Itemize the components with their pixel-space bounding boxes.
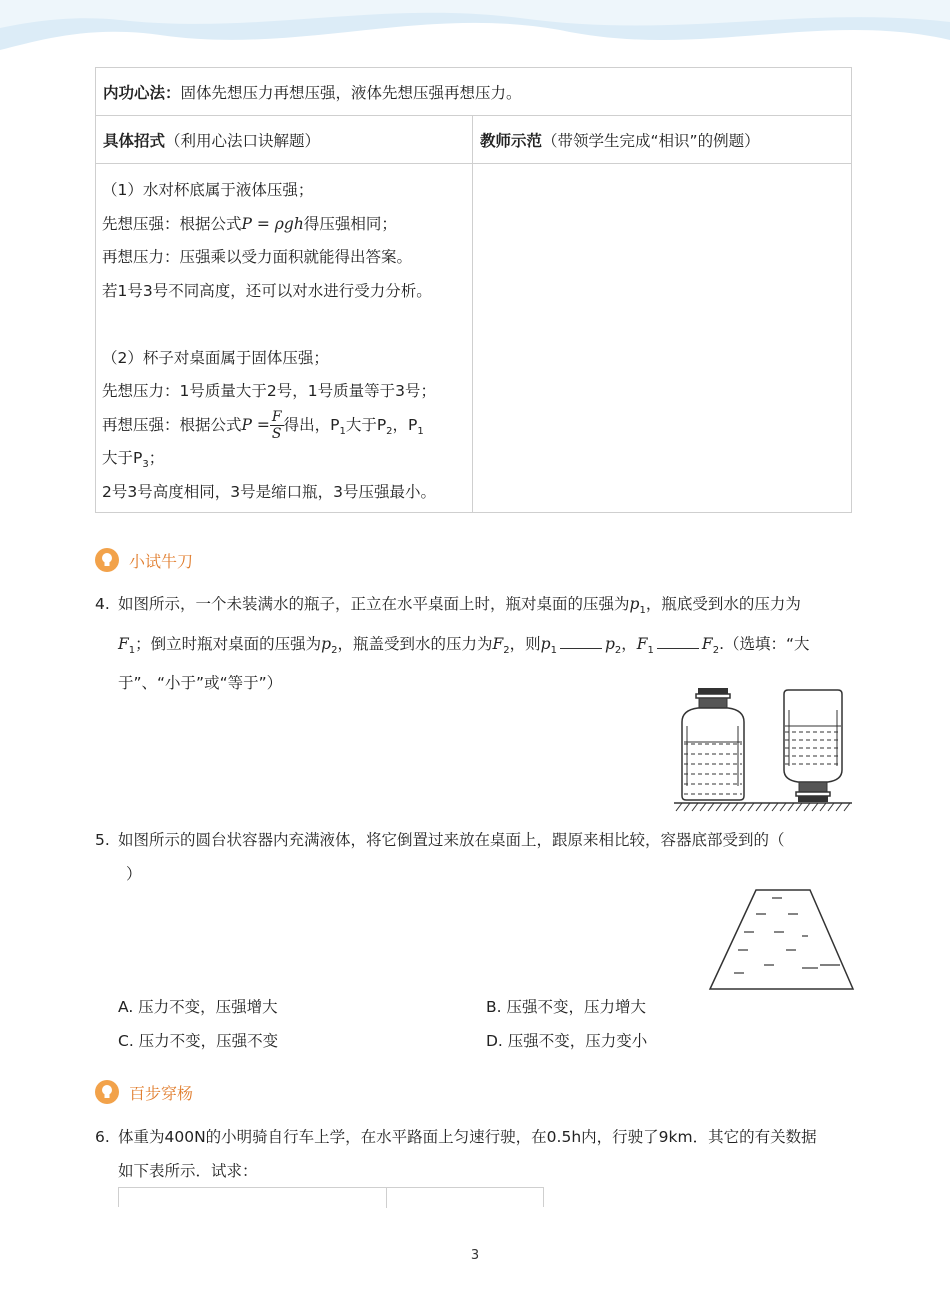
- method-table: [95, 67, 852, 513]
- header-left: 具体招式 （利用心法口诀解题）: [96, 116, 473, 163]
- page-number: 3: [470, 1248, 480, 1263]
- lightbulb-icon: [95, 1080, 119, 1104]
- lightbulb-icon: [95, 548, 119, 572]
- question-6: 6. 体重为400N的小明骑自行车上学，在水平路面上匀速行驶，在0.5h内，行驶了9km．其它的有关数据 如下表所示．试求：: [95, 1128, 817, 1180]
- header-right: 教师示范 （带领学生完成“相识”的例题）: [480, 131, 760, 150]
- frustum-container-diagram: [708, 888, 856, 992]
- option-a[interactable]: A. 压力不变，压强增大: [118, 998, 278, 1016]
- section-title-2: 百步穿杨: [95, 1080, 193, 1104]
- table-header-row: [96, 116, 851, 164]
- fraction-F-over-S: $\frac{F}{S}$: [271, 408, 282, 442]
- section-title-1: 小试牛刀: [95, 548, 193, 572]
- answer-blank-2[interactable]: [657, 634, 699, 649]
- option-d[interactable]: D. 压强不变，压力变小: [486, 1032, 648, 1050]
- content-left: （1）水对杯底属于液体压强； 先想压强：根据公式P = ρgh得压强相同； 再想压力：压强乘以受力面积就能得出答案。 若1号3号不同高度，还可以对水进行受力分析。 （2）杯子对桌面属于固体压强； 先想压力：1号质量大于2号，1号质量等于3号； 再想压强：根据公式P = $\frac{F}{S}$ 得出，$P_1$大于$P_2$，$P_1$ 大于$P_3$； 2号3号高度相同，3号是缩口瓶，3号压强最小。: [96, 164, 473, 512]
- option-b[interactable]: B. 压强不变，压力增大: [486, 998, 646, 1016]
- bottle-diagram: [672, 686, 854, 812]
- table-row-method: 内功心法： 固体先想压力再想压强，液体先想压强再想压力。: [96, 68, 851, 116]
- answer-blank-1[interactable]: [560, 634, 602, 649]
- question-4: 4. 如图所示，一个未装满水的瓶子，正立在水平桌面上时，瓶对桌面的压强为$p_1$，瓶底受到水的压力为 $F_1$；倒立时瓶对桌面的压强为$p_2$，瓶盖受到水的压力为$F_2$，则$p_1$ $p_2$，$F_1$ $F_2$.（选填：“大 于”、“小于”或“等于”）: [95, 595, 810, 693]
- data-table-top: [118, 1187, 544, 1207]
- content-right-empty: [473, 164, 851, 512]
- table-content-row: [96, 164, 851, 512]
- question-5: 5. 如图所示的圆台状容器内充满液体，将它倒置过来放在桌面上，跟原来相比较，容器底部受到的（ ）: [95, 831, 785, 883]
- header-wave-decoration: [0, 0, 950, 70]
- option-c[interactable]: C. 压力不变，压强不变: [118, 1032, 279, 1050]
